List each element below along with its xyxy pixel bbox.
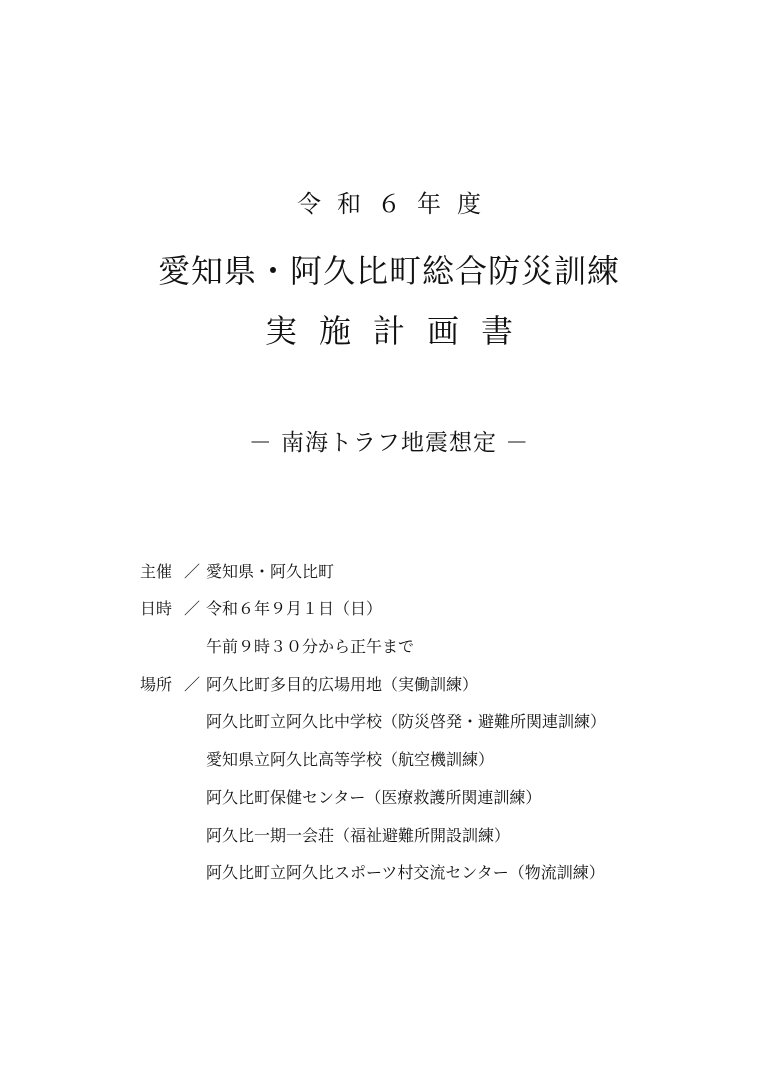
datetime-label: 日時	[140, 599, 173, 618]
scenario-line: － 南海トラフ地震想定 －	[248, 430, 530, 456]
venue-item: 阿久比一期一会荘（福祉避難所開設訓練）	[206, 826, 511, 845]
venues-label: 場所	[140, 675, 173, 694]
venue-item: 阿久比町保健センター（医療救護所関連訓練）	[206, 788, 542, 807]
document-subtitle: 実施計画書	[264, 312, 535, 350]
venue-item: 愛知県立阿久比高等学校（航空機訓練）	[206, 750, 495, 769]
document-title: 愛知県・阿久比町総合防災訓練	[157, 252, 620, 290]
venue-item: 阿久比町立阿久比スポーツ村交流センター（物流訓練）	[206, 863, 605, 882]
datetime-time: 午前９時３０分から正午まで	[206, 637, 415, 656]
fiscal-year: 令和６年度	[297, 190, 497, 218]
venue-item: 阿久比町多目的広場用地（実働訓練）	[206, 675, 479, 694]
organizer-label: 主催	[140, 562, 173, 581]
venues-separator: ／	[184, 675, 201, 694]
datetime-date: 令和６年９月１日（日）	[206, 599, 383, 618]
datetime-separator: ／	[184, 599, 201, 618]
organizer-separator: ／	[184, 562, 201, 581]
venue-item: 阿久比町立阿久比中学校（防災啓発・避難所関連訓練）	[206, 712, 607, 731]
organizer-value: 愛知県・阿久比町	[206, 562, 335, 581]
